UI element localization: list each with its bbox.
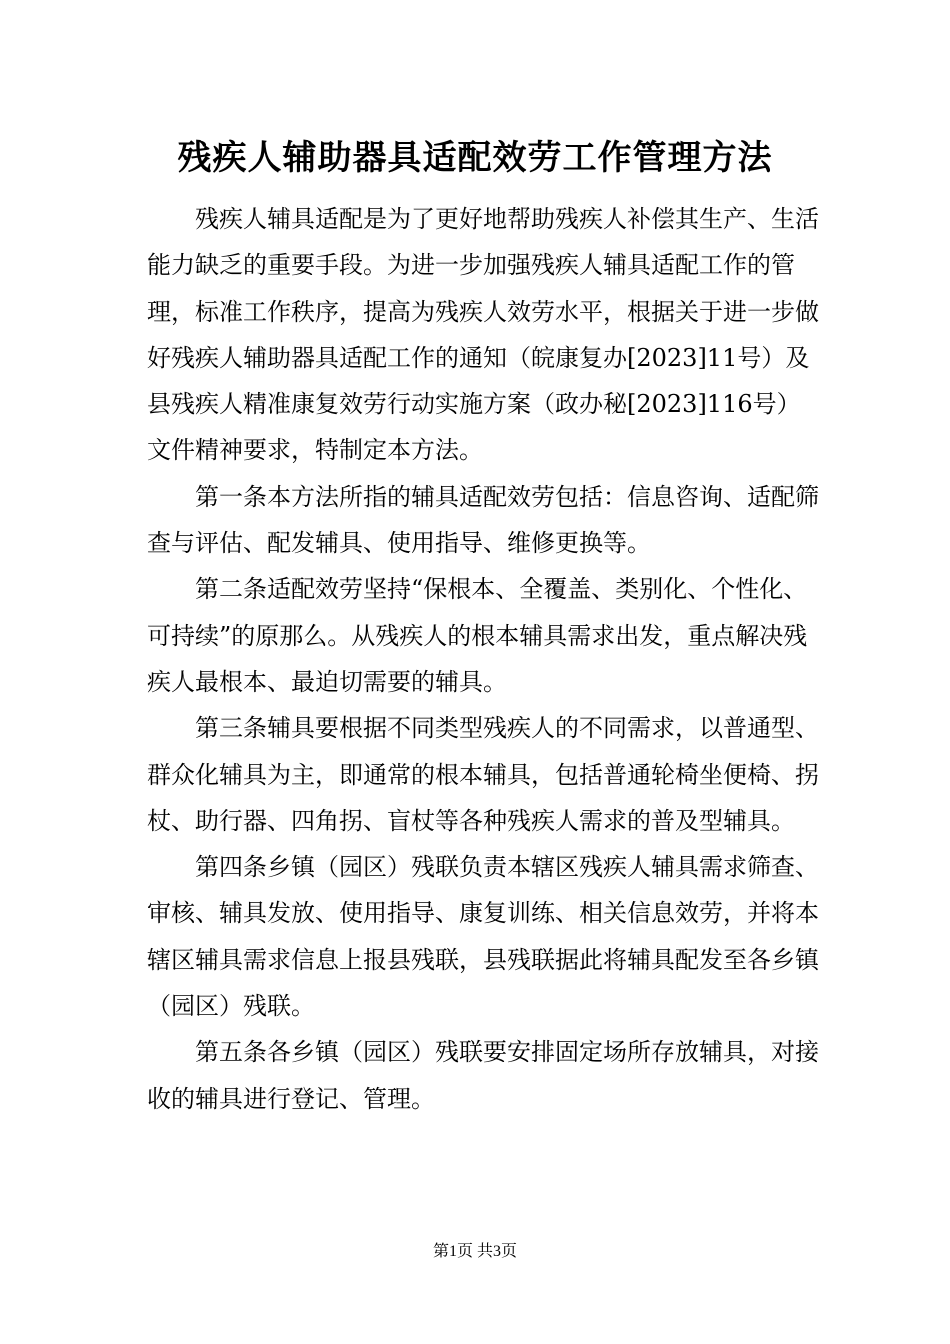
paragraph-article-5: 第五条各乡镇（园区）残联要安排固定场所存放辅具，对接收的辅具进行登记、管理。: [147, 1038, 819, 1113]
document-body: [147, 196, 820, 1122]
paragraph-article-4: 第四条乡镇（园区）残联负责本辖区残疾人辅具需求筛查、审核、辅具发放、使用指导、康复训练、相关信息效劳，并将本辖区辅具需求信息上报县残联，县残联据此将辅具配发至各乡镇（园区）残联。: [147, 853, 819, 1021]
document-title: 残疾人辅助器具适配效劳工作管理方法: [177, 138, 773, 178]
paragraph-article-2: 第二条适配效劳坚持“保根本、全覆盖、类别化、个性化、可持续”的原那么。从残疾人的根本辅具需求出发，重点解决残疾人最根本、最迫切需要的辅具。: [147, 575, 808, 696]
paragraph-intro: 残疾人辅具适配是为了更好地帮助残疾人补偿其生产、生活能力缺乏的重要手段。为进一步加强残疾人辅具适配工作的管理，标准工作秩序，提高为残疾人效劳水平，根据关于进一步做好残疾人辅助器具适配工作的通知（皖康复办[2023]11号）及县残疾人精准康复效劳行动实施方案（政办秘[2023]116号）文件精神要求，特制定本方法。: [147, 205, 819, 465]
page-number-footer: 第1页 共3页: [432, 1243, 517, 1260]
paragraph-article-1: 第一条本方法所指的辅具适配效劳包括：信息咨询、适配筛查与评估、配发辅具、使用指导、维修更换等。: [147, 482, 819, 558]
paragraph-article-3: 第三条辅具要根据不同类型残疾人的不同需求，以普通型、群众化辅具为主，即通常的根本辅具，包括普通轮椅坐便椅、拐杖、助行器、四角拐、盲杖等各种残疾人需求的普及型辅具。: [147, 714, 819, 835]
